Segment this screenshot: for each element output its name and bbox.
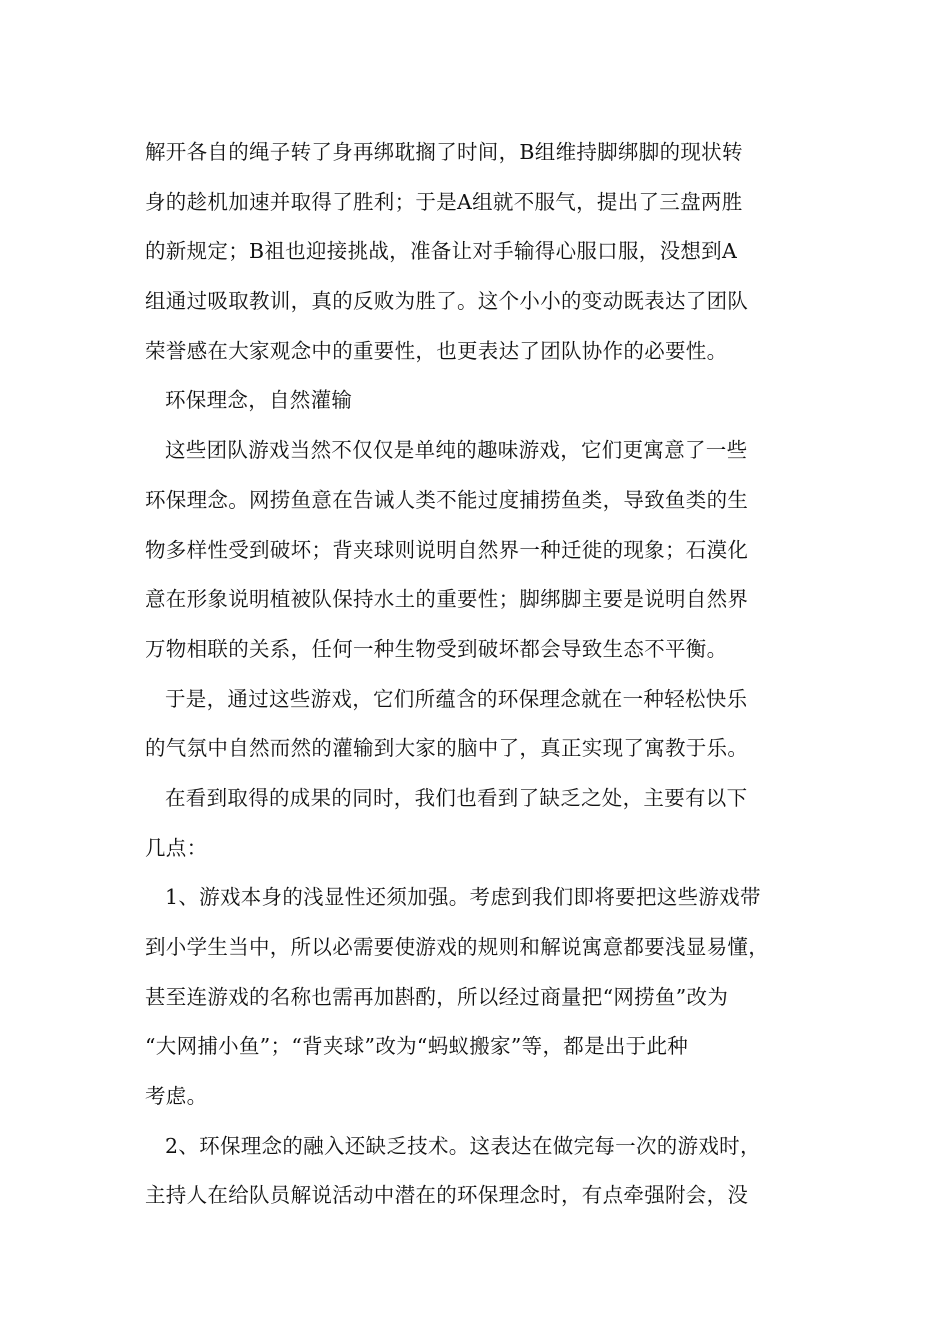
text-line: 几点： [145, 835, 208, 860]
text-line: 的新规定；B祖也迎接挑战，准备让对手输得心服口服，没想到A [145, 239, 738, 264]
text-line: 万物相联的关系，任何一种生物受到破坏都会导致生态不平衡。 [145, 636, 728, 661]
text-line: 意在形象说明植被队保持水土的重要性；脚绑脚主要是说明自然界 [145, 587, 749, 612]
text-line: 环保理念。网捞鱼意在告诫人类不能过度捕捞鱼类，导致鱼类的生 [145, 487, 749, 512]
document-body [145, 128, 825, 1221]
list-item-line: 1、游戏本身的浅显性还须加强。考虑到我们即将要把这些游戏带 [165, 885, 761, 910]
text-line: 荣誉感在大家观念中的重要性，也更表达了团队协作的必要性。 [145, 338, 728, 363]
text-line: 到小学生当中，所以必需要使游戏的规则和解说寓意都要浅显易懂， [145, 935, 769, 959]
text-line: 解开各自的绳子转了身再绑耽搁了时间，B组维持脚绑脚的现状转 [145, 140, 743, 164]
text-line: 这些团队游戏当然不仅仅是单纯的趣味游戏，它们更寓意了一些 [165, 438, 748, 463]
list-item-line: 2、环保理念的融入还缺乏技术。这表达在做完每一次的游戏时， [165, 1133, 761, 1158]
text-line: 于是，通过这些游戏，它们所蕴含的环保理念就在一种轻松快乐 [165, 686, 748, 711]
text-line: 主持人在给队员解说活动中潜在的环保理念时，有点牵强附会，没 [145, 1183, 749, 1208]
text-line: “大网捕小鱼”；“背夹球”改为“蚂蚁搬家”等，都是出于此种 [145, 1034, 689, 1059]
text-line: 组通过吸取教训，真的反败为胜了。这个小小的变动既表达了团队 [145, 289, 749, 314]
text-line: 的气氛中自然而然的灌输到大家的脑中了，真正实现了寓教于乐。 [145, 736, 749, 761]
text-line: 考虑。 [145, 1084, 208, 1109]
text-line: 物多样性受到破坏；背夹球则说明自然界一种迁徙的现象；石漠化 [145, 537, 749, 562]
text-line: 甚至连游戏的名称也需再加斟酌，所以经过商量把“网捞鱼”改为 [145, 984, 729, 1009]
text-line: 身的趁机加速并取得了胜利；于是A组就不服气，提出了三盘两胜 [145, 189, 743, 214]
section-heading: 环保理念，自然灌输 [165, 388, 353, 413]
text-line: 在看到取得的成果的同时，我们也看到了缺乏之处，主要有以下 [165, 785, 748, 810]
